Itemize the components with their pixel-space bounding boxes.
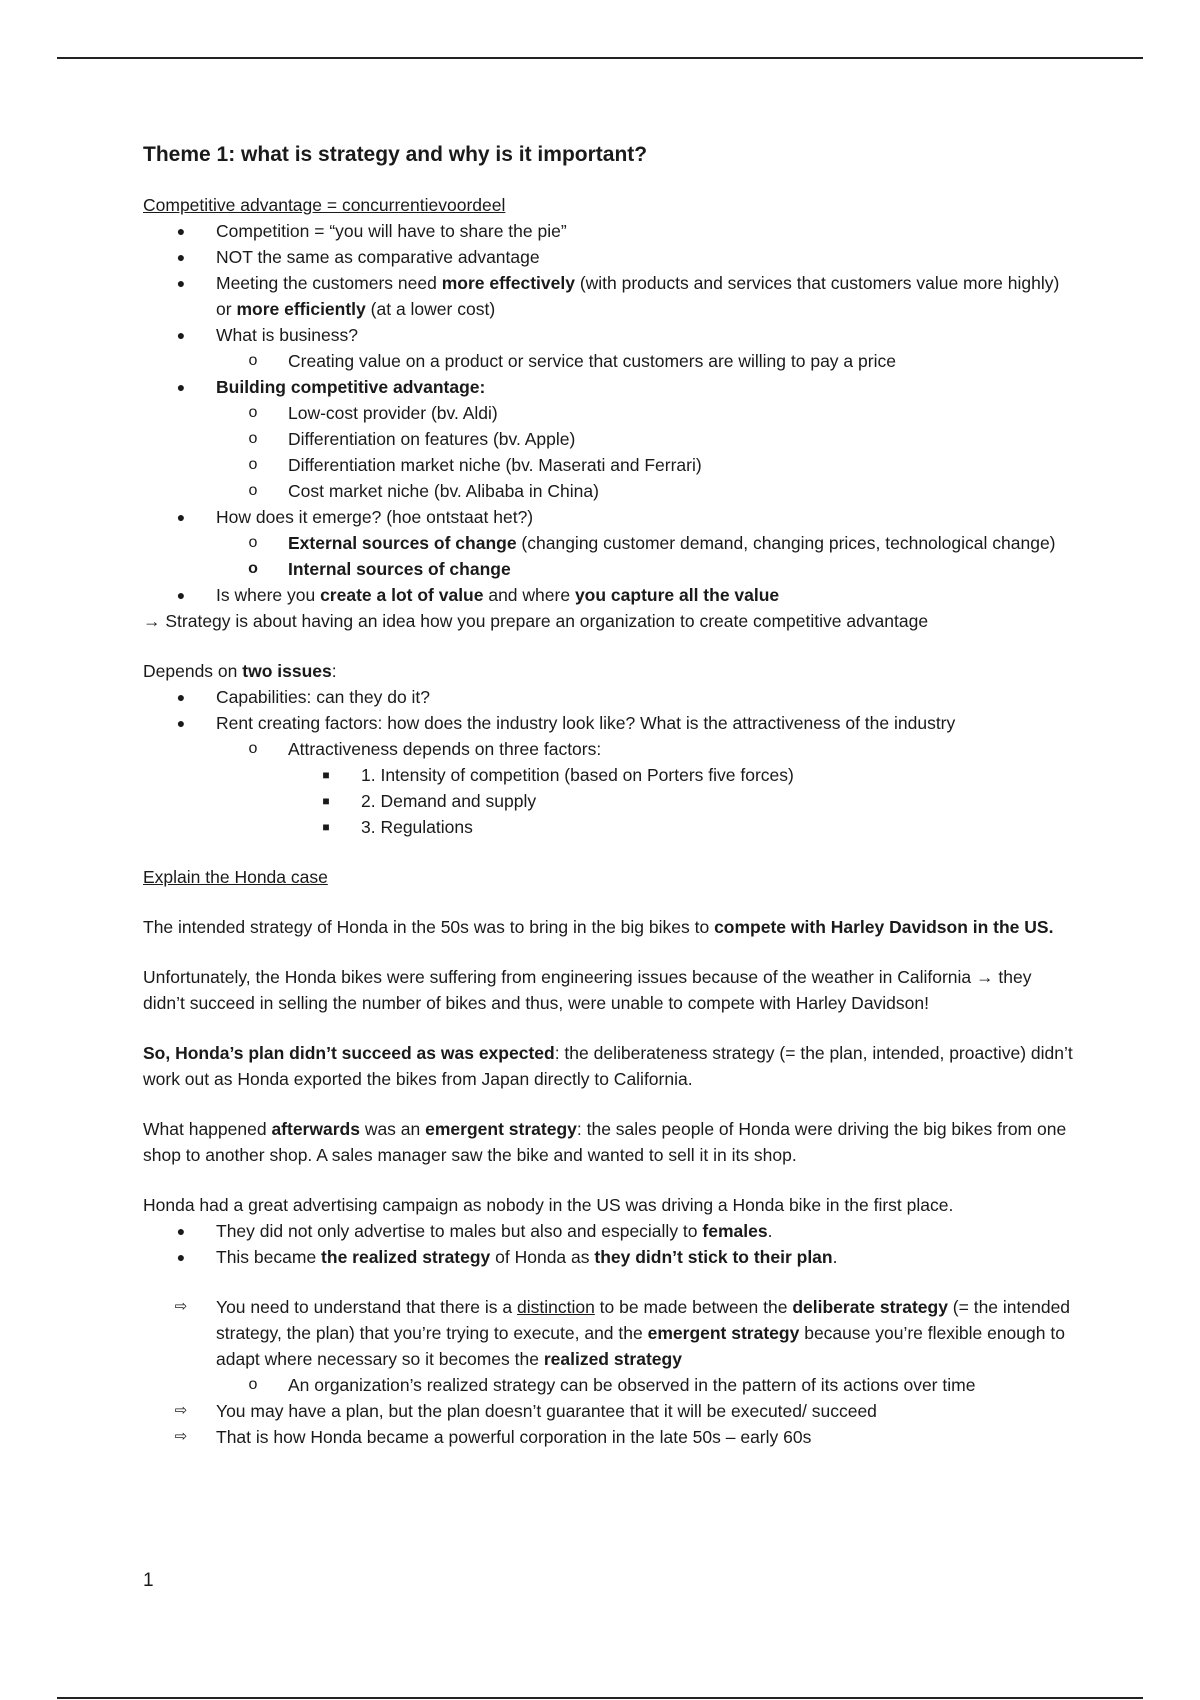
circle-bullet-icon: o [248,456,258,473]
circle-bullet-icon: o [248,430,258,447]
square-bullet-icon: ■ [322,820,330,834]
list-item: ■ 2. Demand and supply [143,788,1073,814]
two-issues-intro: Depends on two issues: [143,661,337,681]
circle-bullet-icon: o [248,1376,258,1393]
paragraph: So, Honda’s plan didn’t succeed as was expected: the deliberateness strategy (= the plan, intended, proactive) didn’t work out as Honda exported the bikes from Japan directly to California. [143,1043,1073,1089]
list-item: o Differentiation market niche (bv. Maserati and Ferrari) [143,452,1073,478]
bullet-icon: ● [176,275,186,291]
list-item: o Attractiveness depends on three factors: [143,736,1073,762]
section-heading-honda-case: Explain the Honda case [143,867,328,887]
list-item: ● NOT the same as comparative advantage [143,244,1073,270]
circle-bullet-icon: o [248,740,258,757]
header-rule [57,57,1143,59]
bullet-icon: ● [176,379,186,395]
list-item: ■ 3. Regulations [143,814,1073,840]
list-item: o External sources of change (changing customer demand, changing prices, technological change) [143,530,1073,556]
section-heading-competitive-advantage: Competitive advantage = concurrentievoordeel [143,195,506,215]
list-item: o Internal sources of change [143,556,1073,582]
document-page [143,140,1073,1450]
square-bullet-icon: ■ [322,768,330,782]
list-item: o Creating value on a product or service that customers are willing to pay a price [143,348,1073,374]
list-item: ● Meeting the customers need more effectively (with products and services that customers value more highly) or more efficiently (at a lower cost) [143,270,1073,322]
list-item: ⇨ That is how Honda became a powerful corporation in the late 50s – early 60s [143,1424,1073,1450]
list-item: ■ 1. Intensity of competition (based on Porters five forces) [143,762,1073,788]
list-item: o Cost market niche (bv. Alibaba in China) [143,478,1073,504]
circle-bullet-icon: o [248,404,258,421]
bullet-icon: ● [176,587,186,603]
bullet-icon: ● [176,249,186,265]
bullet-icon: ● [176,223,186,239]
list-item: ● This became the realized strategy of Honda as they didn’t stick to their plan. [143,1244,1073,1270]
list-item: ⇨ You need to understand that there is a distinction to be made between the deliberate strategy (= the intended strategy, the plan) that you’re trying to execute, and the emergent strategy because you’re flexible enough to adapt where necessary so it becomes the realized strategy [143,1294,1073,1372]
bullet-icon: ● [176,509,186,525]
list-item: ● What is business? [143,322,1073,348]
paragraph: Unfortunately, the Honda bikes were suffering from engineering issues because of the weather in California → they didn’t succeed in selling the number of bikes and thus, were unable to compete with Harley Davidson! [143,967,1032,1013]
paragraph: What happened afterwards was an emergent strategy: the sales people of Honda were driving the big bikes from one shop to another shop. A sales manager saw the bike and wanted to sell it in its shop. [143,1119,1067,1165]
list-item: o An organization’s realized strategy can be observed in the pattern of its actions over time [143,1372,1073,1398]
page-number: 1 [143,1570,154,1591]
arrow-bullet-icon: ⇨ [174,1298,188,1315]
list-item: ● How does it emerge? (hoe ontstaat het?) [143,504,1073,530]
circle-bullet-icon: o [248,560,258,577]
footer-rule [57,1697,1143,1699]
list-item: ● Capabilities: can they do it? [143,684,1073,710]
list-item: ● They did not only advertise to males but also and especially to females. [143,1218,1073,1244]
circle-bullet-icon: o [248,534,258,551]
arrow-conclusion: → Strategy is about having an idea how you prepare an organization to create competitive advantage [143,611,929,631]
list-item: ● Building competitive advantage: [143,374,1073,400]
circle-bullet-icon: o [248,482,258,499]
bullet-icon: ● [176,1223,186,1239]
list-item: ● Rent creating factors: how does the industry look like? What is the attractiveness of the industry [143,710,1073,736]
page-title: Theme 1: what is strategy and why is it important? [143,143,648,166]
list-item: ● Is where you create a lot of value and where you capture all the value [143,582,1073,608]
arrow-bullet-icon: ⇨ [174,1402,188,1419]
list-item: ● Competition = “you will have to share the pie” [143,218,1073,244]
bullet-icon: ● [176,327,186,343]
circle-bullet-icon: o [248,352,258,369]
paragraph: Honda had a great advertising campaign as nobody in the US was driving a Honda bike in the first place. [143,1195,954,1215]
square-bullet-icon: ■ [322,794,330,808]
list-item: ⇨ You may have a plan, but the plan doesn’t guarantee that it will be executed/ succeed [143,1398,1073,1424]
bullet-icon: ● [176,689,186,705]
list-item: o Low-cost provider (bv. Aldi) [143,400,1073,426]
arrow-bullet-icon: ⇨ [174,1428,188,1445]
bullet-icon: ● [176,1249,186,1265]
bullet-icon: ● [176,715,186,731]
paragraph: The intended strategy of Honda in the 50s was to bring in the big bikes to compete with Harley Davidson in the US. [143,917,1054,937]
list-item: o Differentiation on features (bv. Apple) [143,426,1073,452]
